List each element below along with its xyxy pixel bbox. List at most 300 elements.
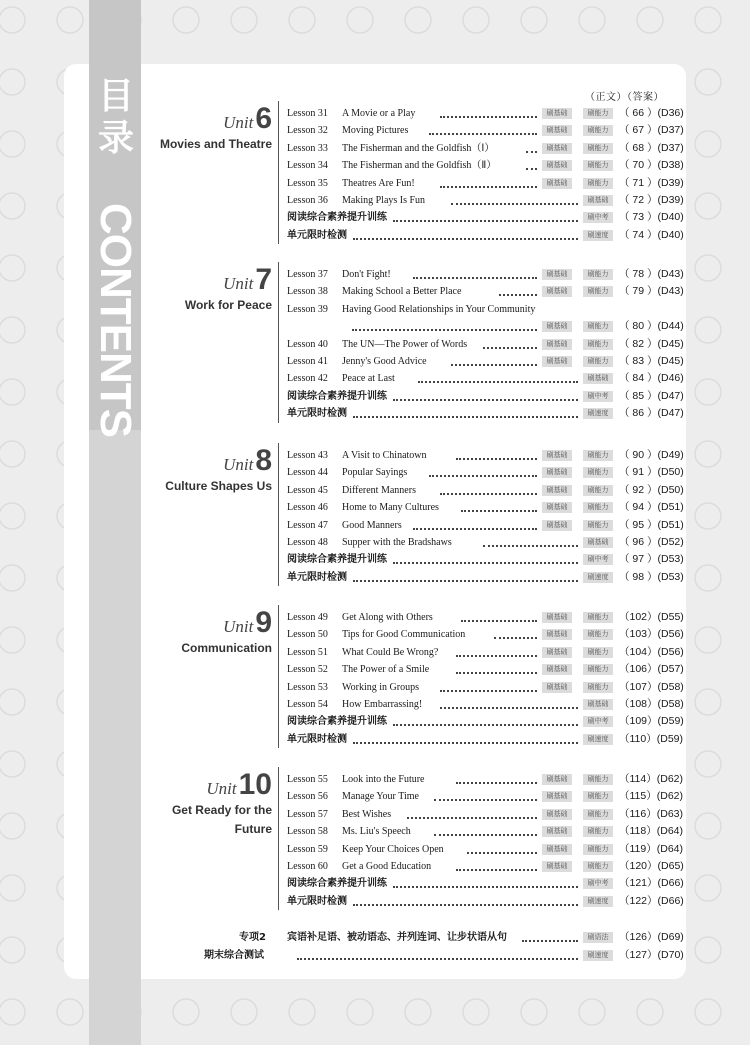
tag-label: 刷能力 [583,450,613,461]
leader-dots [393,886,578,888]
leader-dots [440,707,578,709]
special-label: 专项2 [239,932,266,943]
lesson-title: Ms. Liu's Speech [342,826,411,838]
leader-dots [353,416,578,418]
leader-dots [353,580,578,582]
toc-row[interactable] [287,370,684,387]
unit-divider-line [278,101,279,244]
unit-divider-line [278,443,279,586]
leader-dots [440,493,537,495]
lesson-title: Look into the Future [342,774,425,785]
leader-dots [440,186,537,188]
tag-label: 刷基础 [542,520,572,531]
toc-row[interactable] [287,875,684,892]
page-reference: （108）(D58) [619,698,684,710]
lesson-number: Lesson 54 [287,699,328,710]
lesson-title: Having Good Relationships in Your Community [342,303,536,315]
lesson-title: Jenny's Good Advice [342,356,427,367]
toc-row[interactable] [287,713,684,730]
page-reference: （ 96 ）(D52) [619,536,684,548]
lesson-title: A Visit to Chinatown [342,450,427,461]
page-reference: （103）(D56) [619,628,684,641]
page-reference: （ 90 ）(D49) [619,449,684,461]
lesson-title: Working in Groups [342,681,419,693]
tag-label: 刷能力 [583,269,613,280]
toc-row[interactable] [287,353,684,370]
bg-circle [637,999,663,1025]
tag-label: 刷速度 [583,950,613,961]
bg-circle [521,999,547,1025]
bg-circle [405,7,431,33]
toc-row[interactable] [287,301,680,318]
lesson-number: Lesson 40 [287,338,328,350]
leader-dots [434,799,537,801]
section-title: 单元限时检测 [287,229,347,241]
section-title: 单元限时检测 [287,408,347,420]
page-reference: （ 95 ）(D51) [619,518,684,531]
tag-label: 刷基础 [542,339,572,350]
lesson-number: Lesson 33 [287,142,328,154]
bg-circle [695,317,721,343]
toc-row[interactable] [287,405,684,422]
bg-circle [579,999,605,1025]
toc-row[interactable] [287,227,684,244]
bg-circle [0,441,25,467]
lesson-number: Lesson 41 [287,356,328,367]
tag-label: 刷能力 [583,647,613,658]
unit-title: Culture Shapes Us [165,479,272,493]
unit-number-line [140,445,272,477]
tag-label: 刷能力 [583,485,613,496]
leader-dots [440,116,537,118]
page-reference: （ 98 ）(D53) [619,570,684,583]
tag-label: 刷基础 [542,809,572,820]
lesson-number: Lesson 50 [287,629,328,641]
tag-label: 刷基础 [542,774,572,785]
leader-dots [393,220,578,222]
unit-heading [140,103,272,154]
lesson-title: Keep Your Choices Open [342,843,444,855]
lesson-number: Lesson 56 [287,791,328,803]
tag-label: 刷能力 [583,682,613,693]
bg-circle [173,999,199,1025]
toc-row[interactable] [287,482,684,499]
leader-dots [456,655,537,657]
bg-circle [0,813,25,839]
toc-row[interactable] [287,192,684,209]
page-reference: （115）(D62) [619,790,683,803]
leader-dots [456,458,537,460]
toc-row[interactable] [287,105,684,122]
unit-word: Unit [223,113,254,132]
page-reference: （116）(D63) [619,807,683,820]
tag-label: 刷基础 [542,178,572,189]
bg-circle [695,503,721,529]
section-title: 阅读综合素养提升训练 [287,212,387,224]
lesson-number: Lesson 35 [287,177,328,189]
page-reference: （ 72 ）(D39) [619,194,684,206]
leader-dots [393,399,578,401]
bg-circle [347,999,373,1025]
bg-circle [289,7,315,33]
toc-row[interactable] [287,841,683,858]
leader-dots [434,834,537,836]
lesson-number: Lesson 52 [287,664,328,676]
lesson-title: Don't Fight! [342,269,391,280]
section-title: 单元限时检测 [287,733,347,745]
page-reference: （127）(D70) [619,949,684,961]
lesson-title: Moving Pictures [342,125,409,137]
toc-row[interactable] [287,388,684,405]
toc-row[interactable] [287,551,684,568]
page-reference: （ 94 ）(D51) [619,501,684,514]
lesson-number: Lesson 34 [287,160,328,172]
bg-circle [0,379,25,405]
page-reference: （ 66 ）(D36) [619,107,684,119]
unit-heading [140,264,272,315]
bg-circle [695,875,721,901]
leader-dots [353,238,578,240]
toc-row[interactable] [287,661,684,678]
lesson-number: Lesson 55 [287,774,328,785]
leader-dots [526,168,537,170]
unit-divider-line [278,605,279,748]
page-reference: （102）(D55) [619,611,684,623]
bg-circle [0,131,25,157]
tag-label: 刷基础 [542,844,572,855]
tag-label: 刷基础 [542,791,572,802]
unit-heading [140,445,272,496]
page-reference: （119）(D64) [619,842,683,855]
page-reference: （ 79 ）(D43) [619,285,684,298]
lesson-number: Lesson 46 [287,502,328,514]
leader-dots [483,347,537,349]
toc-row[interactable] [287,569,684,586]
page-reference: （106）(D57) [619,663,684,676]
tag-label: 刷能力 [583,286,613,297]
lesson-title: Supper with the Bradshaws [342,537,452,548]
lesson-title: Good Manners [342,519,402,531]
page-reference: （126）(D69) [619,931,684,943]
lesson-title: The Fisherman and the Goldfish（Ⅰ） [342,142,495,154]
leader-dots [451,203,578,205]
toc-row[interactable] [287,534,684,551]
bg-circle [695,689,721,715]
page-reference: （ 91 ）(D50) [619,466,684,479]
bg-circle [0,69,25,95]
page-reference: （122）(D66) [619,894,684,907]
unit-number-line [140,103,272,135]
bg-circle [231,7,257,33]
unit-number: 9 [255,606,272,639]
leader-dots [429,133,537,135]
toc-row[interactable] [287,447,684,464]
toc-row[interactable] [287,517,684,534]
tag-label: 刷基础 [583,537,613,548]
toc-row[interactable] [287,266,684,283]
page-reference: （114）(D62) [619,773,683,785]
page-reference: （ 83 ）(D45) [619,355,684,367]
lesson-title: The Power of a Smile [342,664,430,676]
tag-label: 刷基础 [542,160,572,171]
toc-row[interactable] [287,318,684,335]
tag-label: 刷速度 [583,230,613,241]
bg-circle [0,937,25,963]
toc-row[interactable] [287,464,684,481]
toc-row[interactable] [287,283,684,300]
toc-row[interactable] [287,209,684,226]
tag-label: 刷中考 [583,716,613,727]
unit-title: Get Ready for the [171,803,272,817]
leader-dots [456,672,537,674]
unit-number: 6 [255,102,272,135]
lesson-title: The Fisherman and the Goldfish（Ⅱ） [342,160,497,172]
leader-dots [451,364,537,366]
page-reference: （121）(D66) [619,877,684,890]
bg-circle [0,7,25,33]
section-title: 阅读综合素养提升训练 [287,390,387,402]
toc-row[interactable] [287,893,684,910]
side-title [88,72,142,437]
page-reference: （ 80 ）(D44) [619,320,684,333]
bg-circle [0,255,25,281]
leader-dots [413,277,537,279]
leader-dots [353,904,578,906]
side-band-bottom [89,430,141,1045]
tag-label: 刷基础 [542,612,572,623]
page-reference: （ 67 ）(D37) [619,124,684,137]
toc-row[interactable] [287,788,683,805]
toc-row[interactable] [287,644,684,661]
tag-label: 刷语法 [583,932,613,943]
lesson-title: A Movie or a Play [342,108,416,119]
bg-circle [0,875,25,901]
leader-dots [456,869,537,871]
leader-dots [467,852,537,854]
bg-circle [695,379,721,405]
tag-label: 刷能力 [583,143,613,154]
toc-row[interactable] [287,806,683,823]
bg-circle [0,751,25,777]
title-cn: 目录 [97,76,134,159]
toc-row[interactable] [287,175,684,192]
bg-circle [173,7,199,33]
tag-label: 刷能力 [583,108,613,119]
leader-dots [393,724,578,726]
tag-label: 刷基础 [542,143,572,154]
toc-row[interactable] [287,157,684,174]
lesson-title: Making Plays Is Fun [342,195,426,206]
bg-circle [695,937,721,963]
bg-circle [0,317,25,343]
unit-divider-line [278,767,279,910]
leader-dots [461,510,537,512]
tag-label: 刷基础 [542,682,572,693]
tag-label: 刷基础 [542,269,572,280]
tag-label: 刷基础 [583,195,613,206]
bg-circle [579,7,605,33]
title-en: CONTENTS [91,203,140,437]
leader-dots [407,817,537,819]
toc-row[interactable] [287,609,684,626]
page-reference: （104）(D56) [619,645,684,658]
unit-title: Communication [181,641,272,655]
lesson-number: Lesson 38 [287,286,328,298]
toc-row[interactable] [287,771,683,788]
lesson-title: Manage Your Time [342,791,419,803]
section-title: 阅读综合素养提升训练 [287,716,387,728]
tag-label: 刷基础 [542,125,572,136]
unit-word: Unit [206,779,237,798]
tag-label: 刷能力 [583,520,613,531]
tag-label: 刷能力 [583,826,613,837]
unit-word: Unit [223,455,254,474]
toc-row[interactable] [287,499,684,516]
leader-dots [499,294,537,296]
tag-label: 刷基础 [542,826,572,837]
lesson-number: Lesson 36 [287,195,328,206]
leader-dots [418,381,578,383]
section-title: 阅读综合素养提升训练 [287,554,387,566]
lesson-number: Lesson 32 [287,125,328,137]
tag-label: 刷能力 [583,125,613,136]
bg-circle [0,565,25,591]
leader-dots [353,742,578,744]
lesson-number: Lesson 51 [287,646,328,658]
toc-row[interactable] [287,823,683,840]
tag-label: 刷基础 [542,450,572,461]
page-reference: （ 78 ）(D43) [619,268,684,280]
section-title: 阅读综合素养提升训练 [287,878,387,890]
tag-label: 刷速度 [583,408,613,419]
page-reference: （120）(D65) [619,860,684,872]
lesson-number: Lesson 53 [287,681,328,693]
tag-label: 刷能力 [583,612,613,623]
tag-label: 刷基础 [542,356,572,367]
bg-circle [231,999,257,1025]
bg-circle [463,999,489,1025]
leader-dots [522,940,578,942]
lesson-number: Lesson 43 [287,450,328,461]
bg-circle [0,689,25,715]
tag-label: 刷基础 [542,467,572,478]
bg-circle [695,255,721,281]
lesson-number: Lesson 44 [287,467,328,479]
lesson-number: Lesson 49 [287,612,328,623]
tag-label: 刷能力 [583,861,613,872]
tag-label: 刷基础 [542,286,572,297]
tag-label: 刷能力 [583,321,613,332]
unit-number: 10 [238,768,272,801]
tag-label: 刷能力 [583,809,613,820]
tag-label: 刷能力 [583,160,613,171]
lesson-number: Lesson 60 [287,861,328,872]
toc-row[interactable] [287,122,684,139]
page-reference: （109）(D59) [619,715,684,728]
page-reference: （ 74 ）(D40) [619,228,684,241]
leader-dots [393,562,578,564]
section-title: 单元限时检测 [287,895,347,907]
bg-circle [57,7,83,33]
unit-number-line [140,769,272,801]
toc-row[interactable] [287,696,684,713]
toc-row[interactable] [287,731,683,748]
page-reference: （ 85 ）(D47) [619,389,684,402]
bg-circle [637,7,663,33]
bg-circle [405,999,431,1025]
tag-label: 刷基础 [542,321,572,332]
toc-row[interactable] [287,679,684,696]
special-row[interactable] [287,947,684,964]
lesson-number: Lesson 48 [287,537,328,548]
tag-label: 刷基础 [542,108,572,119]
page-reference: （110）(D59) [619,732,683,745]
lesson-title: Popular Sayings [342,467,408,479]
page-reference: （118）(D64) [619,825,683,838]
page-reference: （ 82 ）(D45) [619,337,684,350]
leader-dots [413,528,537,530]
lesson-title: Tips for Good Communication [342,629,466,641]
lesson-title: How Embarrassing! [342,699,423,710]
tag-label: 刷基础 [542,485,572,496]
tag-label: 刷能力 [583,664,613,675]
toc-row[interactable] [287,140,684,157]
tag-label: 刷基础 [542,664,572,675]
unit-divider-line [278,262,279,423]
tag-label: 刷基础 [583,373,613,384]
toc-row[interactable] [287,626,684,643]
unit-number-line [140,607,272,639]
toc-row[interactable] [287,858,684,875]
lesson-title: Get Along with Others [342,612,433,623]
bg-circle [695,813,721,839]
page-reference: （ 73 ）(D40) [619,211,684,224]
tag-label: 刷能力 [583,178,613,189]
toc-row[interactable] [287,336,684,353]
leader-dots [526,151,537,153]
unit-title: Work for Peace [184,298,272,312]
lesson-number: Lesson 42 [287,373,328,385]
tag-label: 刷中考 [583,391,613,402]
unit-word: Unit [223,617,254,636]
lesson-number: Lesson 57 [287,808,328,820]
bg-circle [695,69,721,95]
tag-label: 刷基础 [542,502,572,513]
bg-circle [57,999,83,1025]
lesson-title: Home to Many Cultures [342,502,439,514]
special-row[interactable] [287,929,684,946]
page-reference: （ 97 ）(D53) [619,553,684,566]
tag-label: 刷速度 [583,896,613,907]
page-reference: （107）(D58) [619,680,684,693]
unit-heading [140,607,272,658]
unit-number: 7 [255,263,272,296]
special-title: 宾语补足语、被动语态、并列连词、让步状语从句 [287,932,507,943]
tag-label: 刷能力 [583,774,613,785]
lesson-number: Lesson 58 [287,826,328,838]
tag-label: 刷能力 [583,467,613,478]
tag-label: 刷基础 [542,861,572,872]
bg-circle [695,131,721,157]
bg-circle [463,7,489,33]
tag-label: 刷中考 [583,212,613,223]
bg-circle [695,7,721,33]
bg-circle [0,193,25,219]
leader-dots [494,637,537,639]
lesson-title: The UN—The Power of Words [342,338,468,350]
tag-label: 刷中考 [583,554,613,565]
page-reference: （ 92 ）(D50) [619,483,684,496]
